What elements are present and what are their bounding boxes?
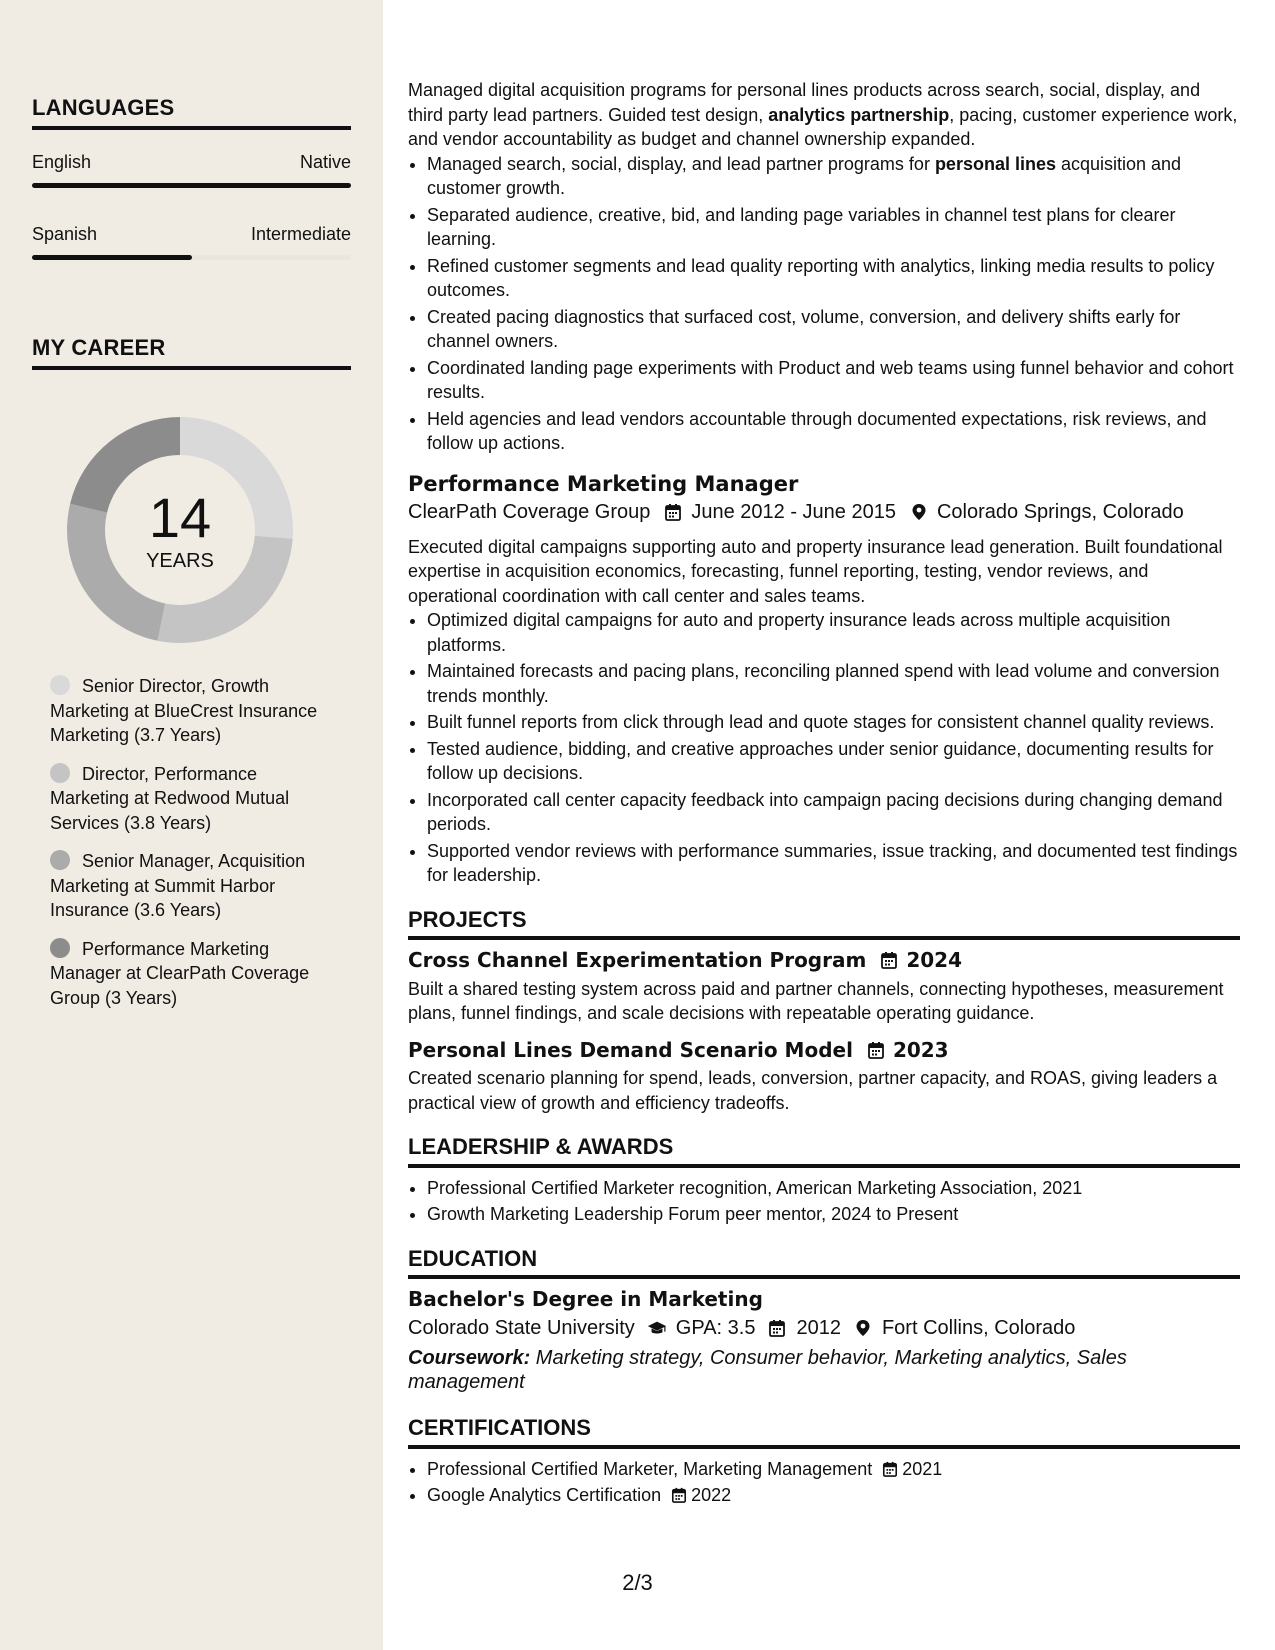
language-spanish bbox=[32, 224, 351, 260]
previous-job-bullets bbox=[408, 152, 1240, 456]
career-legend-item bbox=[50, 849, 340, 923]
graduation-cap-icon bbox=[647, 1319, 667, 1337]
language-level: Intermediate bbox=[250, 224, 351, 244]
career-total-years: 14 bbox=[148, 486, 212, 549]
project-description: Built a shared testing system across paid and partner channels, connecting hypotheses, measurement plans, funnel findings, and scale decisions with repeatable operating guidance. bbox=[408, 978, 1224, 1023]
job-title: Performance Marketing Manager bbox=[408, 471, 799, 496]
language-proficiency-bar bbox=[32, 183, 351, 188]
certification-item: • Professional Certified Marketer, Marketing Management 2021 bbox=[427, 1457, 1240, 1482]
bullet-item: • Refined customer segments and lead quality reporting with analytics, linking media results to policy outcomes. bbox=[427, 254, 1240, 303]
bullet-item: • Professional Certified Marketer recognition, American Marketing Association, 2021 bbox=[427, 1176, 1240, 1201]
leadership-list bbox=[408, 1176, 1240, 1227]
career-donut-chart bbox=[60, 410, 300, 650]
project-item bbox=[408, 948, 1240, 1026]
language-name: Spanish bbox=[32, 224, 98, 244]
certifications-heading: CERTIFICATIONS bbox=[408, 1416, 1240, 1449]
job-dates: June 2012 - June 2015 bbox=[691, 501, 896, 523]
language-english bbox=[32, 152, 351, 188]
language-name: English bbox=[32, 152, 92, 172]
job-meta bbox=[408, 500, 1240, 525]
job-summary: Executed digital campaigns supporting auto and property insurance lead generation. Built foundational expertise in acquisition economics, forecasting, funnel reporting, testing, vendor reviews, and operational coordination with call center and sales teams. bbox=[408, 536, 1223, 606]
leadership-heading: LEADERSHIP & AWARDS bbox=[408, 1135, 1240, 1168]
bullet-item: • Maintained forecasts and pacing plans, reconciling planned spend with lead volume and conversion trends monthly. bbox=[427, 659, 1240, 708]
languages-section bbox=[32, 95, 351, 260]
calendar-icon bbox=[671, 1487, 687, 1503]
graduation-year: 2012 bbox=[796, 1316, 841, 1339]
legend-dot-icon bbox=[50, 938, 70, 958]
legend-dot-icon bbox=[50, 850, 70, 870]
project-year: 2024 bbox=[906, 948, 962, 972]
page-number: 2/3 bbox=[622, 1570, 653, 1595]
career-legend-label: Senior Director, Growth Marketing at BlueCrest Insurance Marketing (3.7 Years) bbox=[50, 676, 318, 745]
project-item bbox=[408, 1038, 1240, 1116]
language-proficiency-bar bbox=[32, 255, 351, 260]
bullet-item: • Coordinated landing page experiments with Product and web teams using funnel behavior and cohort results. bbox=[427, 356, 1240, 405]
project-title: Personal Lines Demand Scenario Model bbox=[408, 1037, 853, 1062]
bullet-item: • Managed search, social, display, and lead partner programs for personal lines acquisition and customer growth. bbox=[427, 152, 1240, 201]
career-section bbox=[32, 335, 351, 370]
language-proficiency-fill bbox=[32, 183, 351, 188]
bullet-item: • Held agencies and lead vendors accountable through documented expectations, risk reviews, and follow up actions. bbox=[427, 407, 1240, 456]
certifications-list bbox=[408, 1457, 1240, 1508]
career-years-label: YEARS bbox=[146, 550, 214, 572]
calendar-icon bbox=[880, 951, 898, 969]
languages-heading: LANGUAGES bbox=[32, 95, 351, 130]
project-description: Created scenario planning for spend, leads, conversion, partner capacity, and ROAS, giving leaders a practical view of growth and efficiency tradeoffs. bbox=[408, 1068, 1218, 1113]
legend-dot-icon bbox=[50, 763, 70, 783]
sidebar bbox=[0, 0, 383, 1650]
previous-job-summary: Managed digital acquisition programs for personal lines products across search, social, display, and third party lead partners. Guided test design, analytics partnership, pacing, customer experience work, and vendor accountability as budget and channel ownership expanded. bbox=[408, 80, 1238, 149]
calendar-icon bbox=[767, 1319, 787, 1337]
career-legend-label: Director, Performance Marketing at Redwood Mutual Services (3.8 Years) bbox=[50, 763, 290, 833]
school-location: Fort Collins, Colorado bbox=[881, 1316, 1076, 1339]
school-name: Colorado State University bbox=[408, 1316, 635, 1339]
career-legend-item bbox=[50, 674, 340, 748]
bullet-item: • Incorporated call center capacity feedback into campaign pacing decisions during changing demand periods. bbox=[427, 788, 1240, 837]
project-year: 2023 bbox=[892, 1037, 949, 1062]
legend-dot-icon bbox=[50, 675, 70, 695]
career-legend-item bbox=[50, 762, 340, 836]
location-pin-icon bbox=[853, 1319, 873, 1337]
location-pin-icon bbox=[910, 503, 928, 521]
projects-heading: PROJECTS bbox=[408, 908, 1240, 941]
language-level: Native bbox=[299, 152, 351, 172]
job-company: ClearPath Coverage Group bbox=[408, 501, 651, 523]
calendar-icon bbox=[882, 1461, 898, 1477]
bullet-item: • Optimized digital campaigns for auto and property insurance leads across multiple acquisition platforms. bbox=[427, 608, 1240, 657]
bullet-item: • Growth Marketing Leadership Forum peer mentor, 2024 to Present bbox=[427, 1202, 1240, 1227]
career-legend-label: Senior Manager, Acquisition Marketing at Summit Harbor Insurance (3.6 Years) bbox=[50, 851, 306, 920]
calendar-icon bbox=[867, 1041, 885, 1059]
bullet-item: • Separated audience, creative, bid, and landing page variables in channel test plans for clearer learning. bbox=[427, 203, 1240, 252]
education-heading: EDUCATION bbox=[408, 1247, 1240, 1280]
education-meta bbox=[408, 1316, 1240, 1341]
certification-item: • Google Analytics Certification 2022 bbox=[427, 1483, 1240, 1508]
job-location: Colorado Springs, Colorado bbox=[936, 501, 1184, 523]
bullet-item: • Built funnel reports from click through lead and quote stages for consistent channel quality reviews. bbox=[427, 710, 1240, 735]
language-proficiency-fill bbox=[32, 255, 192, 260]
career-heading: MY CAREER bbox=[32, 335, 351, 370]
coursework: Coursework: Marketing strategy, Consumer behavior, Marketing analytics, Sales management bbox=[408, 1347, 1127, 1393]
calendar-icon bbox=[664, 503, 682, 521]
gpa: GPA: 3.5 bbox=[675, 1316, 756, 1339]
bullet-item: • Supported vendor reviews with performance summaries, issue tracking, and documented test findings for leadership. bbox=[427, 839, 1240, 888]
job-bullets bbox=[408, 608, 1240, 888]
career-legend bbox=[50, 674, 340, 1024]
project-title: Cross Channel Experimentation Program bbox=[408, 948, 867, 972]
career-legend-label: Performance Marketing Manager at ClearPath Coverage Group (3 Years) bbox=[50, 938, 310, 1008]
career-legend-item bbox=[50, 937, 340, 1011]
bullet-item: • Tested audience, bidding, and creative approaches under senior guidance, documenting results for follow up decisions. bbox=[427, 737, 1240, 786]
main-content bbox=[408, 78, 1240, 1510]
degree-title: Bachelor's Degree in Marketing bbox=[408, 1287, 763, 1311]
bullet-item: • Created pacing diagnostics that surfaced cost, volume, conversion, and delivery shifts early for channel owners. bbox=[427, 305, 1240, 354]
